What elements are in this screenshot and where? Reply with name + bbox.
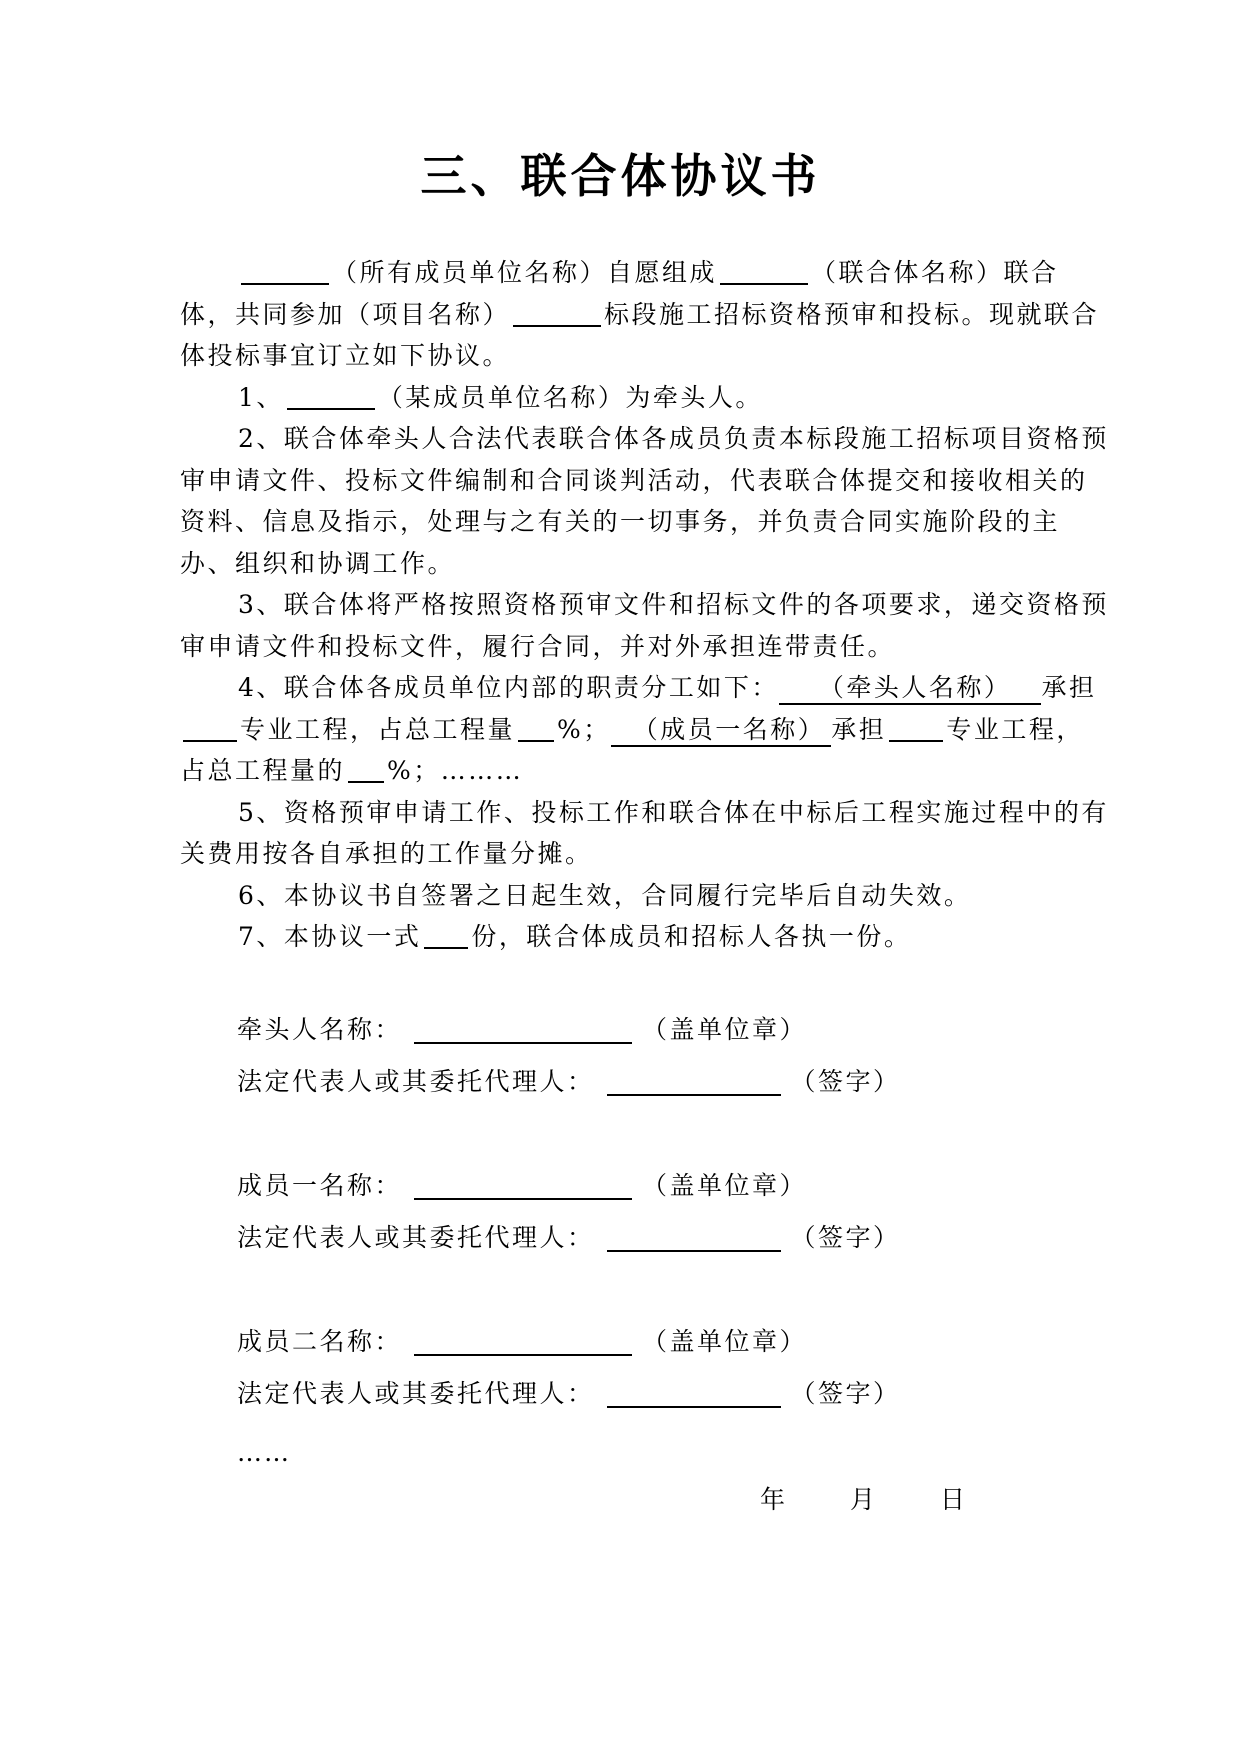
lead-rep-field bbox=[607, 1068, 781, 1096]
lead-name-field bbox=[414, 1016, 632, 1044]
blank-all-members bbox=[241, 257, 329, 285]
clause-5: 5、资格预审申请工作、投标工作和联合体在中标后工程实施过程中的有关费用按各自承担的工作量分摊。 bbox=[180, 797, 1109, 868]
member2-name-line: 成员二名称： （盖单位章） bbox=[237, 1327, 808, 1356]
blank-copies bbox=[424, 921, 468, 949]
clause-2: 2、联合体牵头人合法代表联合体各成员负责本标段施工招标项目资格预审申请文件、投标文件编制和合同谈判活动，代表联合体提交和接收相关的资料、信息及指示，处理与之有关的一切事务，并负责合同实施阶段的主办、组织和协调工作。 bbox=[180, 424, 1109, 578]
member1-name-field bbox=[414, 1172, 632, 1200]
blank-member1-specialty bbox=[889, 714, 943, 742]
member2-rep-field bbox=[607, 1380, 781, 1408]
member1-rep-line: 法定代表人或其委托代理人： （签字） bbox=[237, 1223, 901, 1252]
blank-project-name bbox=[513, 299, 601, 327]
blank-lead-percent bbox=[518, 714, 554, 742]
clause-4: 4、联合体各成员单位内部的职责分工如下： （牵头人名称） 承担专业工程，占总工程量 %； （成员一名称） 承担 专业工程，占总工程量的 %；……… bbox=[180, 673, 1097, 785]
date-month: 月 bbox=[850, 1485, 876, 1514]
member2-rep-line: 法定代表人或其委托代理人： （签字） bbox=[237, 1379, 901, 1408]
lead-name-underlined: （牵头人名称） bbox=[779, 673, 1042, 705]
clause-3: 3、联合体将严格按照资格预审文件和招标文件的各项要求，递交资格预审申请文件和投标文件，履行合同，并对外承担连带责任。 bbox=[180, 590, 1109, 661]
blank-lead-member bbox=[287, 382, 375, 410]
member1-rep-field bbox=[607, 1224, 781, 1252]
document-title: 三、联合体协议书 bbox=[420, 149, 821, 203]
date-year: 年 bbox=[760, 1485, 786, 1514]
member1-name-underlined: （成员一名称） bbox=[611, 715, 832, 747]
intro-paragraph: （所有成员单位名称）自愿组成 （联合体名称）联合体，共同参加（项目名称） 标段施工招标资格预审和投标。现就联合体投标事宜订立如下协议。 bbox=[180, 258, 1100, 370]
member1-name-line: 成员一名称： （盖单位章） bbox=[237, 1171, 808, 1200]
blank-consortium-name bbox=[720, 257, 808, 285]
more-members-ellipsis: …… bbox=[237, 1438, 291, 1467]
agreement-body bbox=[180, 252, 1110, 958]
clause-7: 7、本协议一式 份，联合体成员和招标人各执一份。 bbox=[238, 922, 912, 951]
clause-6: 6、本协议书自签署之日起生效，合同履行完毕后自动失效。 bbox=[238, 880, 972, 910]
lead-name-line: 牵头人名称： （盖单位章） bbox=[237, 1015, 808, 1044]
lead-rep-line: 法定代表人或其委托代理人： （签字） bbox=[237, 1067, 901, 1096]
clause-1: 1、 （某成员单位名称）为牵头人。 bbox=[238, 382, 763, 412]
member2-name-field bbox=[414, 1328, 632, 1356]
date-day: 日 bbox=[940, 1485, 966, 1514]
blank-lead-specialty bbox=[183, 714, 237, 742]
blank-member1-percent bbox=[348, 755, 384, 783]
